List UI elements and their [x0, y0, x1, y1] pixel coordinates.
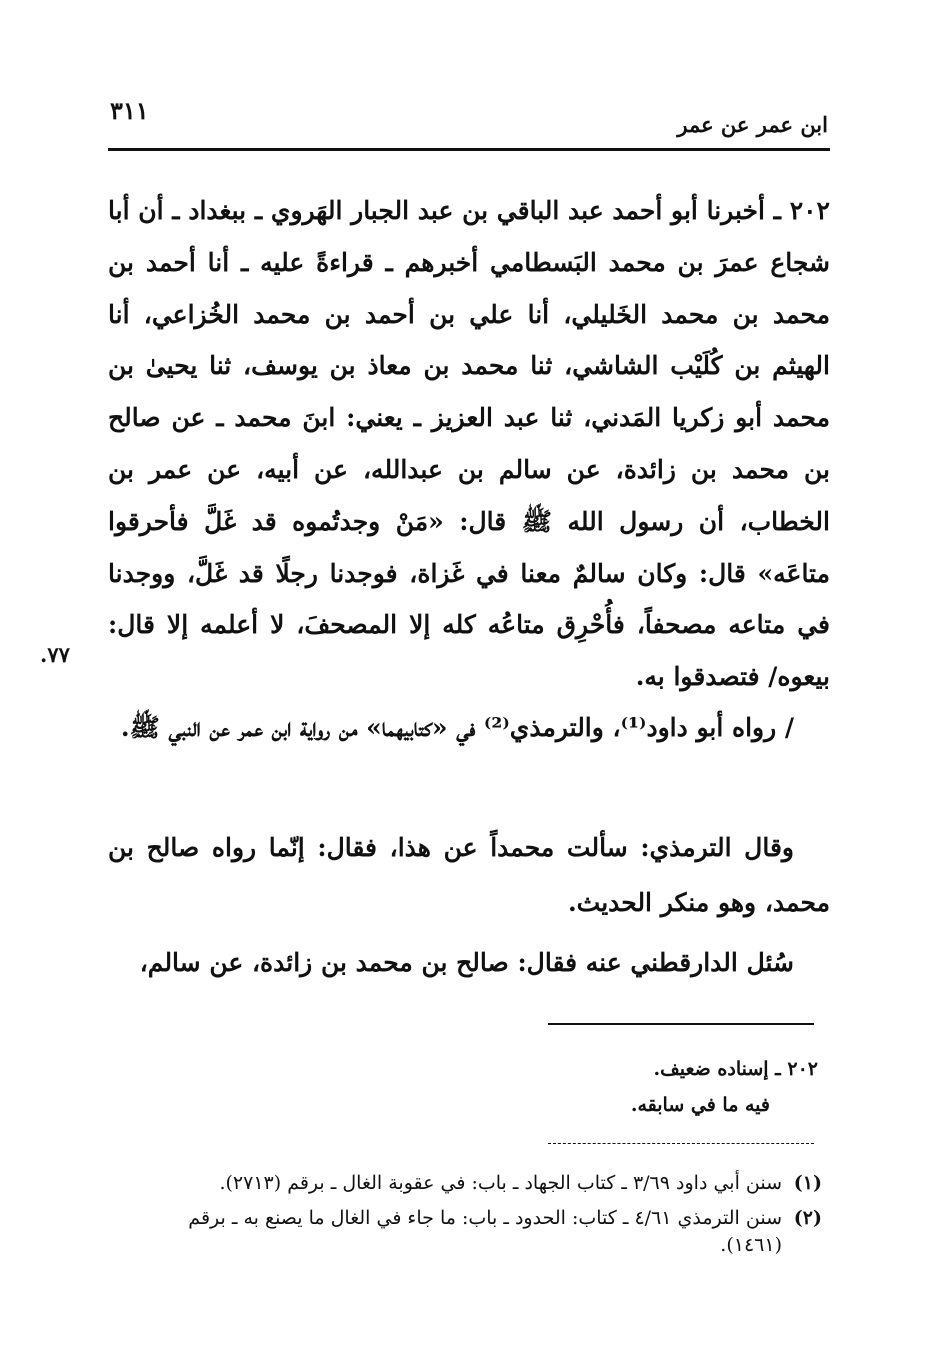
footnote-2-continuation: (١٤٦١). — [720, 1234, 782, 1256]
footnote-dashed-separator — [548, 1143, 814, 1144]
footnote-1-text: سنن أبي داود ٣/٦٩ ـ كتاب الجهاد ـ باب: في عقوبة الغال ـ برقم (٢٧١٣). — [219, 1172, 782, 1194]
footnote-2-number: (٢) — [793, 1207, 822, 1229]
running-header-title: ابن عمر عن عمر — [677, 112, 828, 137]
grading-note-detail: فيه ما في سابقه. — [630, 1094, 770, 1116]
grading-note: ٢٠٢ ـ إسناده ضعيف. — [653, 1058, 818, 1080]
narration-text: / رواه أبو داود⁽¹⁾، والترمذي⁽²⁾ في «كتابيهما» من رواية ابن عمر عن النبي ﷺ. — [120, 713, 794, 742]
tirmidhi-text: وقال الترمذي: سألت محمداً عن هذا، فقال: إنّما رواه صالح بن محمد، وهو منكر الحديث. — [108, 833, 830, 917]
daraqutni-text: سُئل الدارقطني عنه فقال: صالح بن محمد بن زائدة، عن سالم، — [139, 948, 794, 977]
page-number: ٣١١ — [110, 96, 149, 125]
footnote-1-number: (١) — [793, 1172, 822, 1194]
header-rule — [108, 148, 830, 151]
footnote-1 — [122, 1170, 822, 1197]
footnote-separator — [548, 1023, 814, 1025]
hadith-paragraph: ٢٠٢ ـ أخبرنا أبو أحمد عبد الباقي بن عبد الجبار الهَروي ـ ببغداد ـ أن أبا شجاع عمرَ بن محمد البَسطامي أخبرهم ـ قراءةً عليه ـ أنا أحمد بن محمد بن محمد الخَليلي، أنا علي بن أحمد بن محمد الخُزاعي، أنا الهيثم بن كُلَيْب الشاشي، ثنا محمد بن معاذ بن يوسف، ثنا يحيىٰ بن محمد أبو زكريا المَدني، ثنا عبد العزيز ـ يعني: ابنَ محمد ـ عن صالح بن محمد بن زائدة، عن سالم بن عبدالله، عن أبيه، عن عمر بن الخطاب، أن رسول الله ﷺ قال: «مَنْ وجدتُموه قد غَلَّ فأحرقوا متاعَه» قال: وكان سالمٌ معنا في غَزاة، فوجدنا رجلًا قد غَلَّ، ووجدنا في متاعه مصحفاً، فأُحْرِق متاعُه كله إلا المصحفَ، لا أعلمه إلا قال: بيعوه/ فتصدقوا به. — [108, 196, 830, 692]
margin-reference: ٧٧. — [40, 642, 70, 667]
footnote-2 — [122, 1205, 822, 1259]
footnote-2-text: سنن الترمذي ٤/٦١ ـ كتاب: الحدود ـ باب: ما جاء في الغال ما يصنع به ـ برقم — [188, 1207, 782, 1229]
daraqutni-paragraph — [108, 935, 830, 990]
tirmidhi-paragraph — [108, 820, 830, 930]
narration-paragraph — [108, 700, 830, 755]
